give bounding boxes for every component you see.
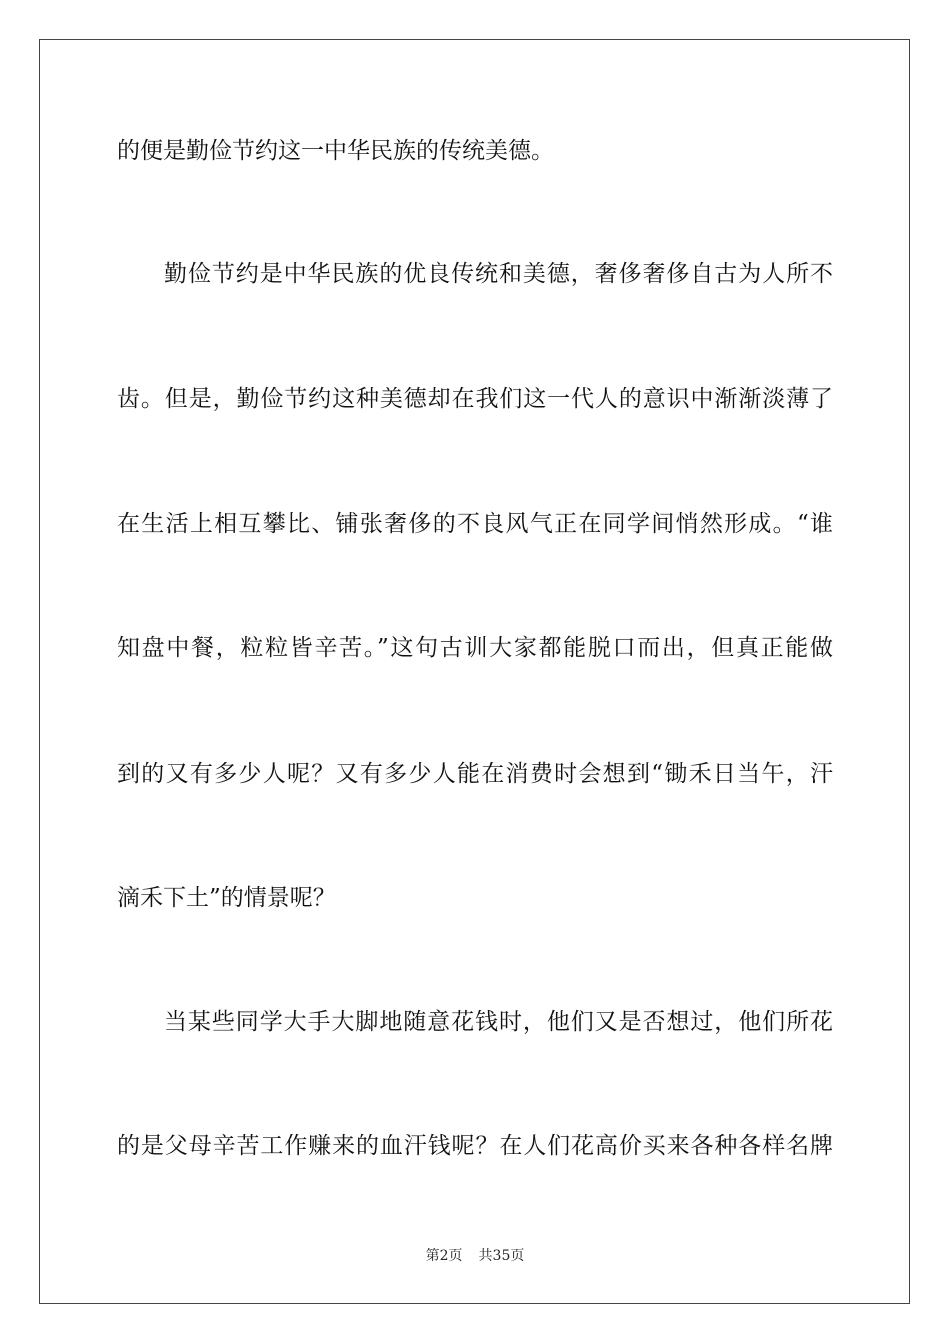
paragraph-line: 知盘中餐，粒粒皆辛苦。”这句古训大家都能脱口而出，但真正能做 — [117, 635, 833, 661]
paragraph-line: 滴禾下土”的情景呢？ — [117, 885, 336, 911]
page-border — [39, 39, 910, 1304]
paragraph-line: 的是父母辛苦工作赚来的血汗钱呢？在人们花高价买来各种各样名牌 — [117, 1133, 833, 1159]
page-footer — [0, 1246, 950, 1266]
page-number: 第2页 — [425, 1248, 463, 1264]
paragraph-line: 在生活上相互攀比、铺张奢侈的不良风气正在同学间悄然形成。“谁 — [117, 511, 833, 537]
paragraph-line: 勤俭节约是中华民族的优良传统和美德，奢侈奢侈自古为人所不 — [164, 261, 833, 287]
paragraph-line: 到的又有多少人呢？又有多少人能在消费时会想到“锄禾日当午，汗 — [117, 761, 833, 787]
page-total: 共35页 — [478, 1248, 525, 1264]
paragraph-line: 齿。但是，勤俭节约这种美德却在我们这一代人的意识中渐渐淡薄了 — [117, 386, 833, 412]
paragraph-line: 当某些同学大手大脚地随意花钱时，他们又是否想过，他们所花 — [164, 1009, 833, 1035]
paragraph-line: 的便是勤俭节约这一中华民族的传统美德。 — [117, 138, 554, 164]
